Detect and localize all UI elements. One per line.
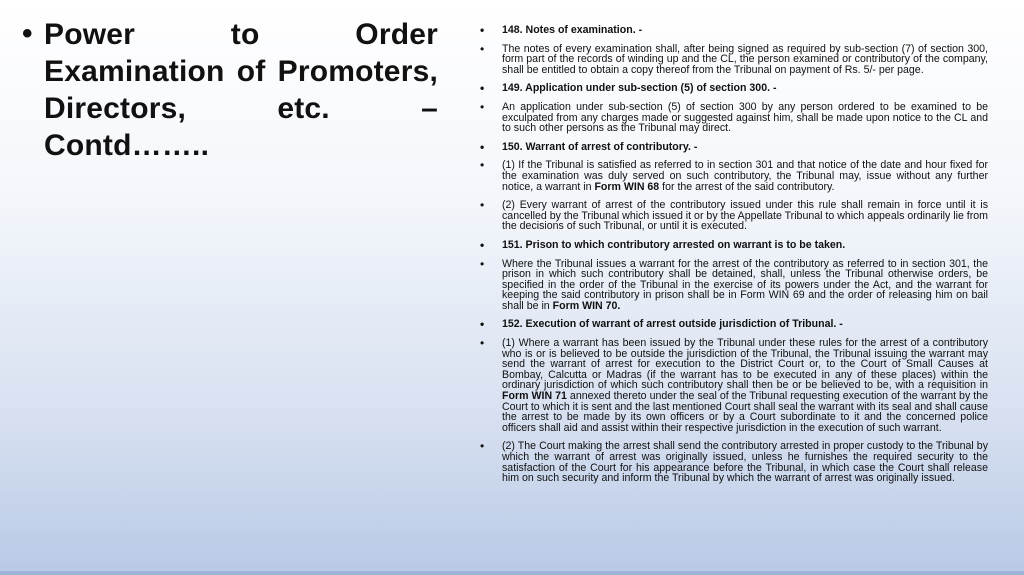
form-reference: Form WIN 68: [594, 180, 660, 193]
slide-title: Power to Order Examination of Promoters, Directors, etc. – Contd……..: [44, 18, 438, 162]
paragraph-text: (2) Every warrant of arrest of the contributory issued under this rule shall remain in force until it is cancelled by the Tribunal which issued it or by the Appellate Tribunal to which appeals ordinarily lie from the decisions of such Tribunal, or until it is executed.: [502, 199, 988, 233]
form-reference: Form WIN 71: [502, 390, 567, 403]
paragraph-text: Where the Tribunal issues a warrant for the arrest of the contributory as referred to in section 301, the prison in which such contributory shall be detained, shall, unless the Tribunal otherwise orders, be specified in the order of the Tribunal in the exercise of its powers under the Act, and the warrant for keeping the said contributory in prison shall be in Form WIN 69 and the order of releasing him on bail shall be in: [502, 257, 988, 312]
paragraph-text: for the arrest of the said contributory.: [659, 180, 835, 193]
title-area: [22, 16, 442, 164]
section-heading: • 151. Prison to which contributory arrested on warrant is to be taken.: [478, 240, 988, 251]
section-paragraph: [478, 102, 988, 134]
section-paragraph: [478, 44, 988, 76]
content-area: [478, 25, 988, 492]
section-paragraph: [478, 160, 988, 192]
section-paragraph: [478, 200, 988, 232]
paragraph-text: (2) The Court making the arrest shall send the contributory arrested in proper custody to the Tribunal by which the warrant of arrest was originally issued, unless he furnishes the required security to the satisfaction of the Court for his appearance before the Tribunal, in which case the Court shall release him on such security and inform the Tribunal by which the warrant of arrest was originally issued.: [502, 440, 988, 485]
bullet-list: [478, 25, 988, 484]
paragraph-text: (1) If the Tribunal is satisfied as referred to in section 301 and that notice of the date and hour fixed for the examination was duly served on such contributory, the Tribunal may, issue without any further notice, a warrant in: [502, 159, 988, 193]
footer-divider: [0, 571, 1024, 575]
paragraph-text: (1) Where a warrant has been issued by the Tribunal under these rules for the arrest of a contributory who is or is believed to be outside the jurisdiction of the Tribunal, the Tribunal issuing the warrant may send the warrant of arrest for execution to the District Court or, to the Court of Small Causes at Bombay, Calcutta or Madras (if the warrant has to be executed in any of these places) within the ordinary jurisdiction of which such contributory shall then be or be believed to be, with a requisition in: [502, 337, 988, 392]
title-bullet-row: [22, 16, 442, 164]
section-heading: • 152. Execution of warrant of arrest outside jurisdiction of Tribunal. -: [478, 319, 988, 330]
section-paragraph: [478, 338, 988, 433]
paragraph-text: An application under sub-section (5) of section 300 by any person ordered to be examined to be exculpated from any charges made or suggested against him, shall be made upon notice to the CL and to such other persons as the Tribunal may direct.: [502, 100, 988, 135]
bullet-icon: •: [22, 17, 33, 50]
paragraph-text: The notes of every examination shall, after being signed as required by sub-section (7) of section 300, form part of the records of winding up and the CL, the person examined or contributory of the company, shall be entitled to obtain a copy thereof from the Tribunal on payment of Rs. 5/- per page.: [502, 42, 988, 76]
section-heading: • 149. Application under sub-section (5) of section 300. -: [478, 83, 988, 94]
form-reference: Form WIN 70.: [552, 299, 621, 312]
section-heading: • 150. Warrant of arrest of contributory. -: [478, 142, 988, 153]
section-paragraph: [478, 441, 988, 483]
section-heading: • 148. Notes of examination. -: [478, 25, 988, 36]
paragraph-text: annexed thereto under the seal of the Tribunal requesting execution of the warrant by the Court to which it is sent and the last mentioned Court shall seal the warrant with its seal and shall cause the arrest to be made by its own officers or by a Court subordinate to it and the concerned police officers shall aid and assist within their respective jurisdiction in the execution of such warrant.: [502, 390, 988, 434]
section-paragraph: [478, 259, 988, 312]
